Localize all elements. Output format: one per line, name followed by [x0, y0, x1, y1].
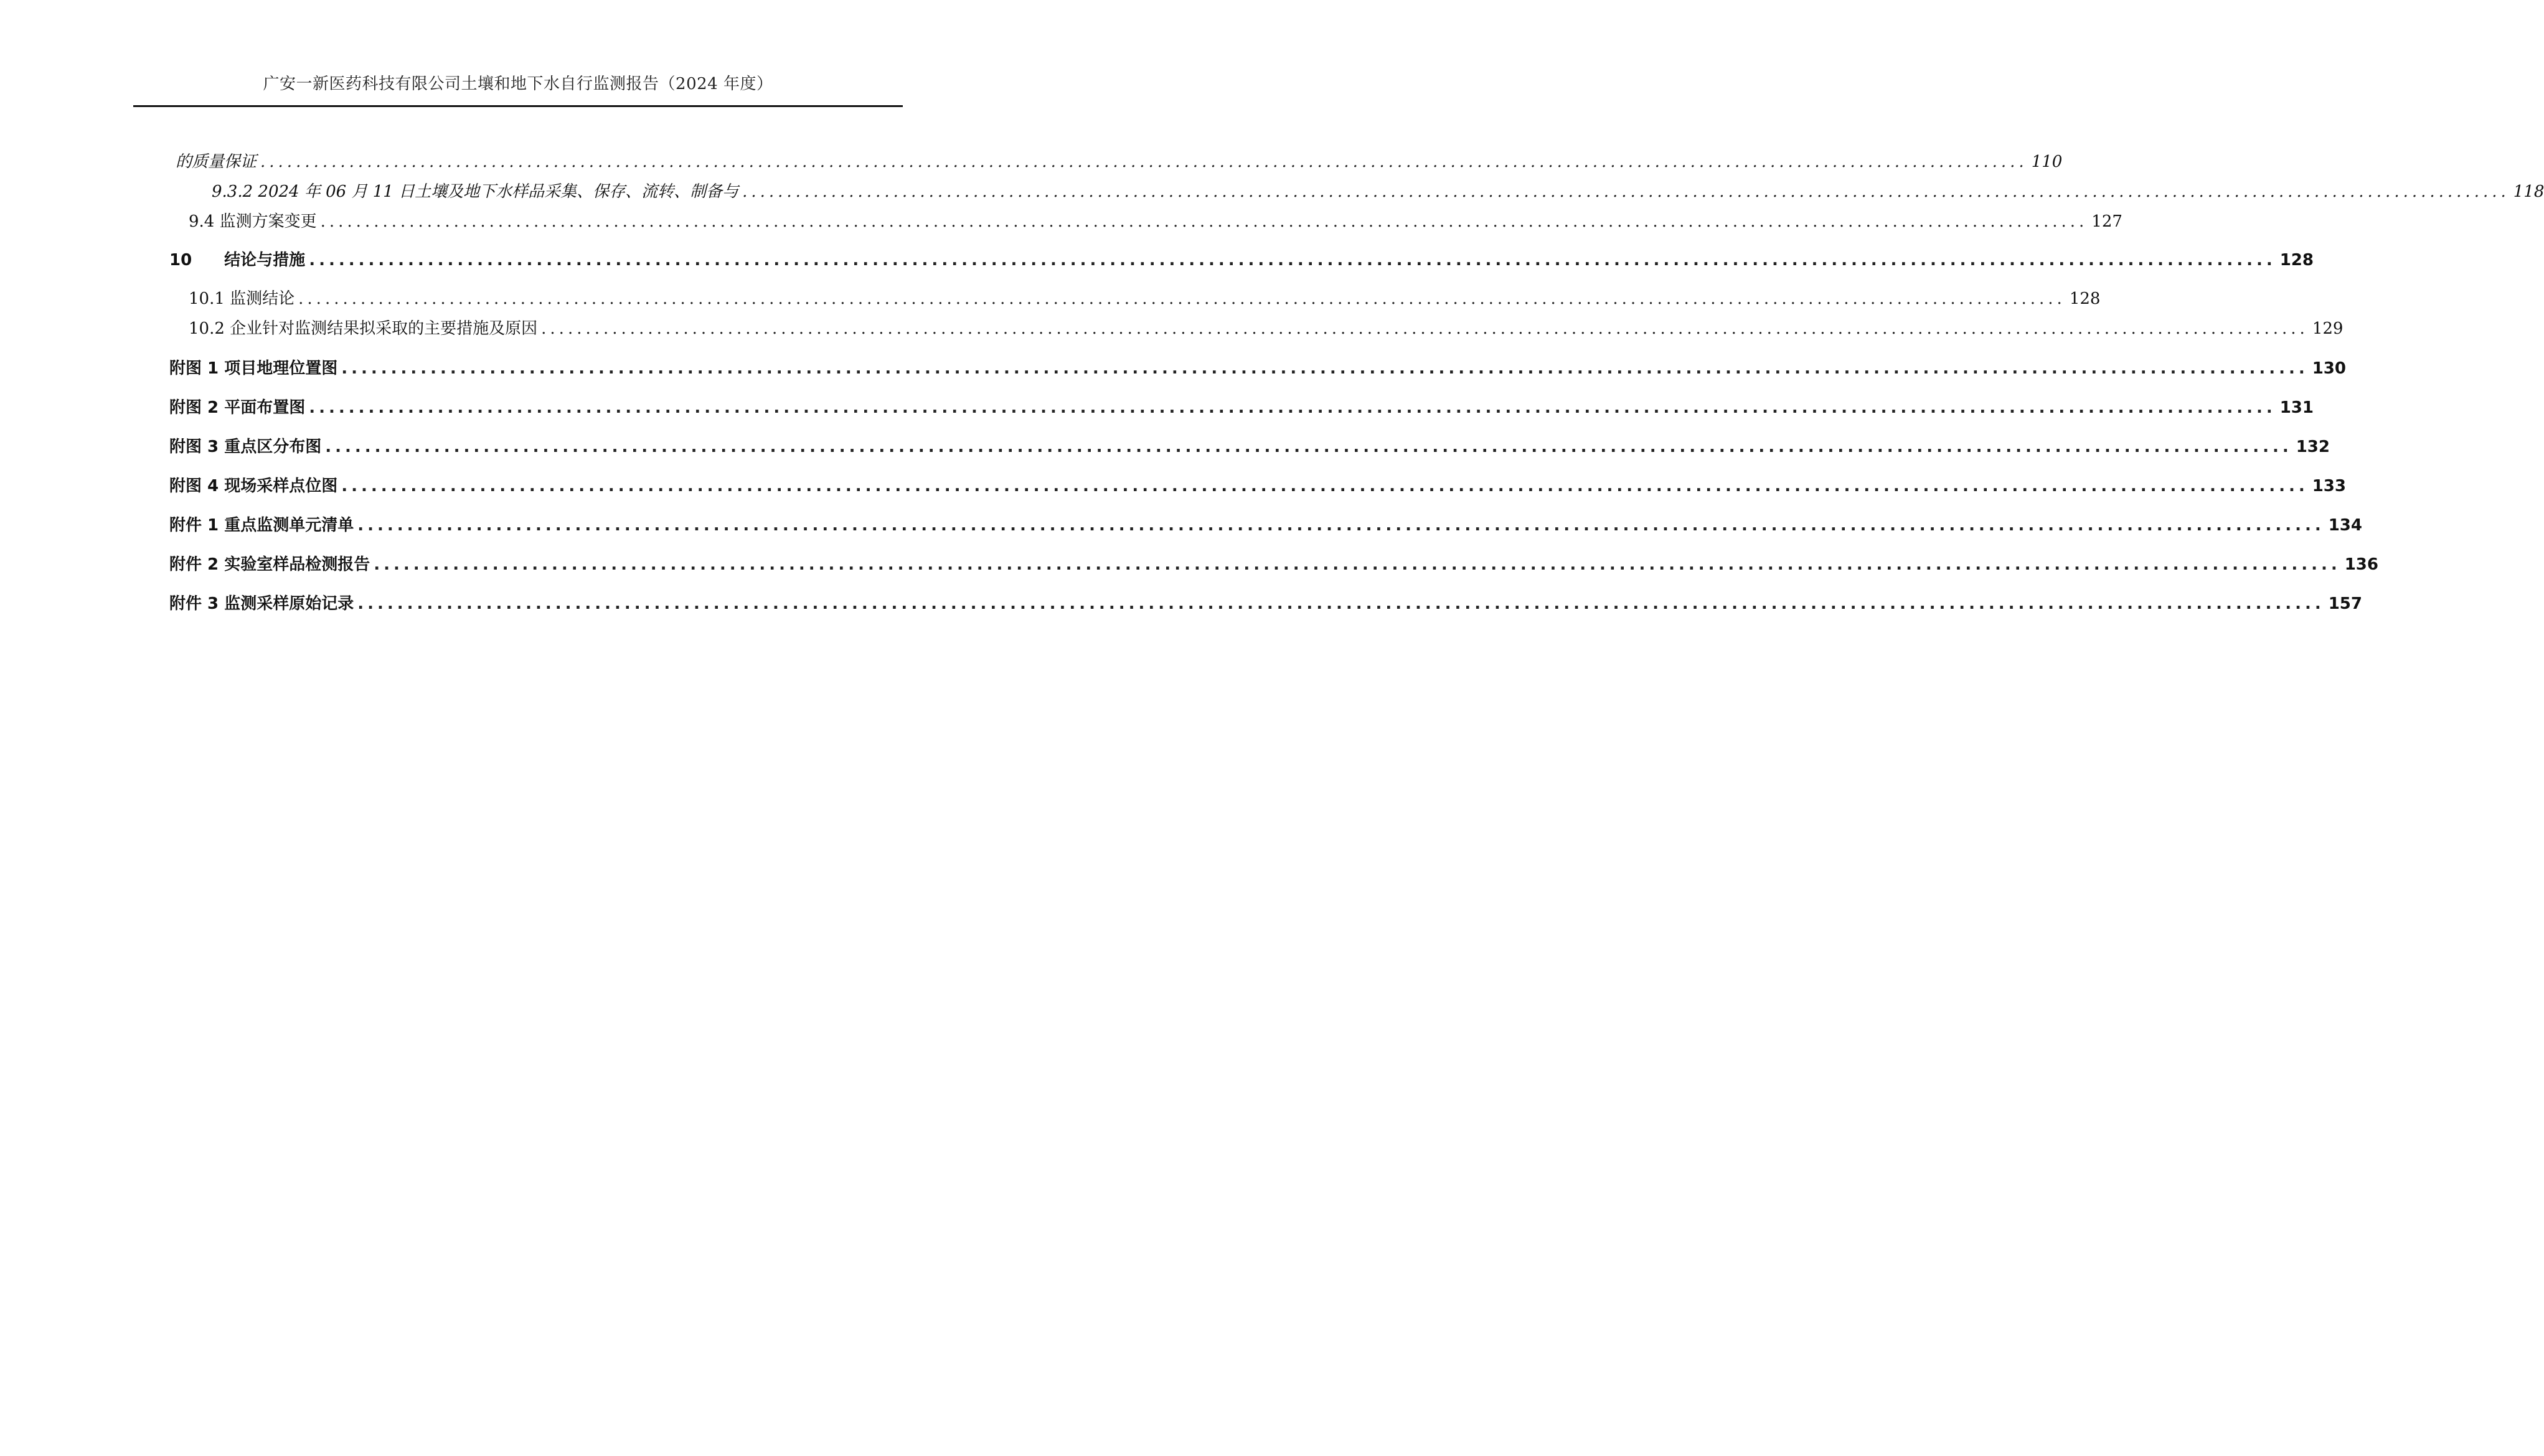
toc-leader: ....................................................................................................................................................................................................... [742, 182, 2510, 201]
toc-entry[interactable] [189, 286, 2101, 311]
toc-entry[interactable] [189, 209, 2122, 234]
toc-entry-title: 的质量保证 [176, 153, 257, 171]
toc-entry[interactable] [169, 552, 2378, 577]
toc-leader: ....................................................................................................................................................................................................... [260, 153, 2028, 171]
toc-entry-title: 9.3.2 2024 年 06 月 11 日土壤及地下水样品采集、保存、流转、制备与 [212, 182, 739, 201]
toc-entry-title: 附件 1 重点监测单元清单 [169, 516, 354, 535]
toc-entry-title: 附图 2 平面布置图 [169, 398, 306, 417]
toc-page-number: 132 [2296, 438, 2330, 456]
toc-entry-title: 附件 2 实验室样品检测报告 [169, 555, 370, 574]
toc-leader: ....................................................................................................................................................................................................... [341, 477, 2309, 496]
toc-page-number: 127 [2091, 212, 2122, 231]
toc-entry-title: 附图 4 现场采样点位图 [169, 477, 338, 496]
toc-page-number: 136 [2344, 555, 2378, 574]
toc-entry-title: 附件 3 监测采样原始记录 [169, 594, 354, 613]
toc-entry[interactable] [169, 395, 2314, 420]
page-header: 广安一新医药科技有限公司土壤和地下水自行监测报告（2024 年度） [263, 75, 773, 93]
toc-page-number: 129 [2312, 319, 2344, 338]
toc-page-number: 131 [2279, 398, 2314, 417]
toc-entry-title: 附图 3 重点区分布图 [169, 438, 322, 456]
toc-page-number: 133 [2312, 477, 2346, 496]
header-rule [133, 105, 903, 107]
toc-entry-title: 附图 1 项目地理位置图 [169, 359, 338, 378]
toc-leader: ....................................................................................................................................................................................................... [309, 251, 2276, 270]
toc-page-number: 130 [2312, 359, 2346, 378]
toc-page-number: 118 [2513, 182, 2544, 201]
toc-entry-title: 10.2 企业针对监测结果拟采取的主要措施及原因 [189, 319, 538, 338]
toc-entry[interactable] [169, 513, 2362, 538]
toc-page-number: 110 [2031, 153, 2063, 171]
toc-entry[interactable] [176, 149, 2063, 174]
toc-page-number: 157 [2328, 594, 2362, 613]
toc-entry-title: 10.1 监测结论 [189, 289, 295, 308]
toc-entry[interactable] [169, 356, 2346, 381]
toc-entry[interactable] [189, 316, 2344, 341]
toc-leader: ....................................................................................................................................................................................................... [309, 398, 2276, 417]
toc-entry[interactable] [169, 591, 2362, 616]
toc-entry[interactable] [169, 474, 2346, 499]
toc-page-number: 128 [2279, 251, 2314, 270]
toc-entry-title: 10 结论与措施 [169, 251, 306, 270]
toc-entry-title: 9.4 监测方案变更 [189, 212, 317, 231]
toc-entry[interactable] [169, 434, 2330, 459]
toc-leader: ....................................................................................................................................................................................................... [374, 555, 2341, 574]
toc-leader: ....................................................................................................................................................................................................... [541, 319, 2309, 338]
toc-leader: ....................................................................................................................................................................................................... [325, 438, 2292, 456]
toc-leader: ....................................................................................................................................................................................................... [320, 212, 2088, 231]
toc-entry[interactable] [212, 179, 2544, 204]
toc-leader: ....................................................................................................................................................................................................... [357, 516, 2325, 535]
toc-leader: ....................................................................................................................................................................................................... [298, 289, 2066, 308]
toc-page-number: 128 [2069, 289, 2101, 308]
toc-page-number: 134 [2328, 516, 2362, 535]
toc-leader: ....................................................................................................................................................................................................... [357, 594, 2325, 613]
toc-leader: ....................................................................................................................................................................................................... [341, 359, 2309, 378]
toc-entry[interactable] [169, 248, 2314, 273]
